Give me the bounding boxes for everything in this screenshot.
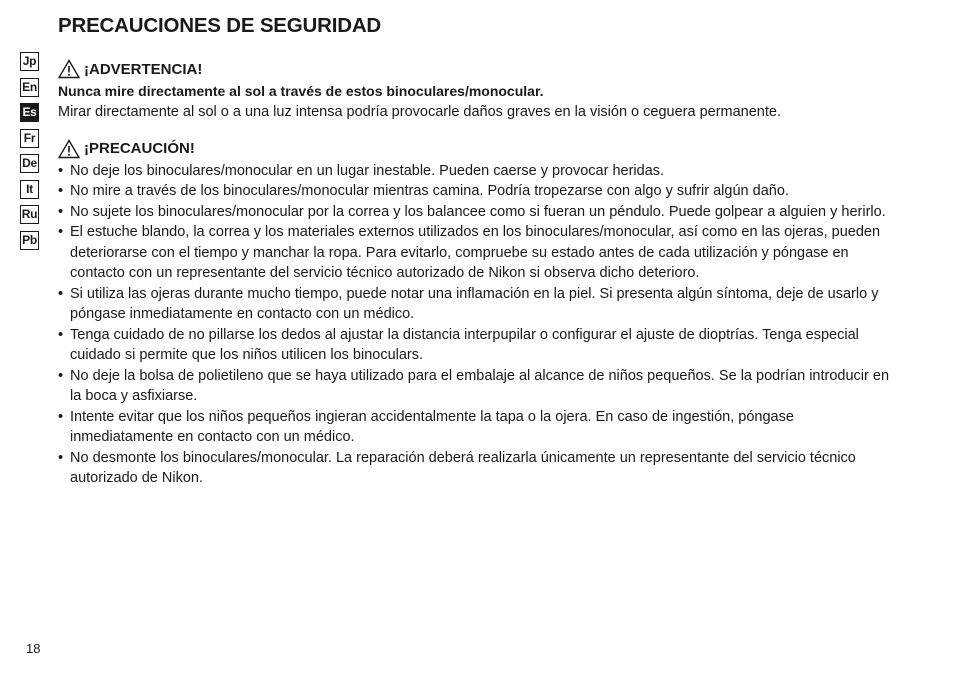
bullet-mark: • xyxy=(58,224,64,240)
list-item xyxy=(58,181,898,202)
page-number: 18 xyxy=(26,641,41,656)
warning-triangle-icon xyxy=(58,139,80,159)
list-item xyxy=(58,448,898,489)
bullet-mark: • xyxy=(58,162,64,179)
warning-text: Mirar directamente al sol o a una luz intensa podría provocarle daños graves en la visión o ceguera permanente. xyxy=(58,104,781,120)
list-item xyxy=(58,366,898,407)
list-item xyxy=(58,325,898,366)
warning-triangle-icon xyxy=(58,59,80,79)
bullet-mark: • xyxy=(58,183,64,199)
list-item-text: El estuche blando, la correa y los materiales externos utilizados en los binoculares/monocular, así como en las ojeras, pueden deteriorarse con el tiempo y manchar la ropa. Para evitarlo, compruebe su estado antes de cada utilización y póngase en contacto con un representante del servicio técnico autorizado de Nikon si observa dicho deterioro. xyxy=(70,224,881,281)
language-tab-ru[interactable]: Ru xyxy=(20,205,39,224)
bullet-mark: • xyxy=(58,408,64,425)
page-title: PRECAUCIONES DE SEGURIDAD xyxy=(58,14,382,37)
warning-section xyxy=(58,58,898,123)
bullet-mark: • xyxy=(58,285,64,302)
bullet-mark: • xyxy=(58,367,64,384)
language-tab-it[interactable]: It xyxy=(20,180,39,199)
list-item xyxy=(58,407,898,448)
list-item-text: Intente evitar que los niños pequeños ingieran accidentalmente la tapa o la ojera. En caso de ingestión, póngase inmediatamente en contacto con un médico. xyxy=(70,408,794,445)
list-item-text: Si utiliza las ojeras durante mucho tiempo, puede notar una inflamación en la piel. Si presenta algún síntoma, deje de usarlo y póngase inmediatamente en contacto con un médico. xyxy=(70,285,879,322)
warning-heading-text: ¡ADVERTENCIA! xyxy=(84,60,203,78)
warning-heading xyxy=(58,58,898,80)
list-item xyxy=(58,284,898,325)
list-item xyxy=(58,161,898,182)
language-tab-fr[interactable]: Fr xyxy=(20,129,39,148)
language-tabs xyxy=(20,52,40,256)
list-item-text: Tenga cuidado de no pillarse los dedos al ajustar la distancia interpupilar o configurar el ajuste de dioptrías. Tenga especial cuidado si permite que los niños utilicen los binoculars. xyxy=(70,326,859,363)
list-item-text: No deje la bolsa de polietileno que se haya utilizado para el embalaje al alcance de niños pequeños. Se la podrían introducir en la boca y asfixiarse. xyxy=(70,367,890,404)
list-item xyxy=(58,222,898,284)
list-item-text: No mire a través de los binoculares/monocular mientras camina. Podría tropezarse con algo y sufrir algún daño. xyxy=(70,183,789,199)
language-tab-pb[interactable]: Pb xyxy=(20,231,39,250)
warning-bold-text: Nunca mire directamente al sol a través de estos binoculares/monocular. xyxy=(58,83,544,99)
caution-heading xyxy=(58,138,898,160)
caution-section xyxy=(58,138,898,489)
language-tab-de[interactable]: De xyxy=(20,154,39,173)
bullet-mark: • xyxy=(58,203,64,220)
caution-list xyxy=(58,161,898,489)
language-tab-en[interactable]: En xyxy=(20,78,39,97)
caution-heading-text: ¡PRECAUCIÓN! xyxy=(84,140,195,157)
safety-content xyxy=(58,58,898,489)
language-tab-es[interactable]: Es xyxy=(20,103,39,122)
language-tab-jp[interactable]: Jp xyxy=(20,52,39,71)
bullet-mark: • xyxy=(58,449,64,466)
list-item-text: No desmonte los binoculares/monocular. La reparación deberá realizarla únicamente un representante del servicio técnico autorizado de Nikon. xyxy=(70,449,856,486)
list-item xyxy=(58,202,898,223)
list-item-text: No deje los binoculares/monocular en un lugar inestable. Pueden caerse y provocar heridas. xyxy=(70,162,665,179)
bullet-mark: • xyxy=(58,326,64,343)
list-item-text: No sujete los binoculares/monocular por la correa y los balancee como si fueran un péndulo. Puede golpear a alguien y herirlo. xyxy=(70,203,886,220)
